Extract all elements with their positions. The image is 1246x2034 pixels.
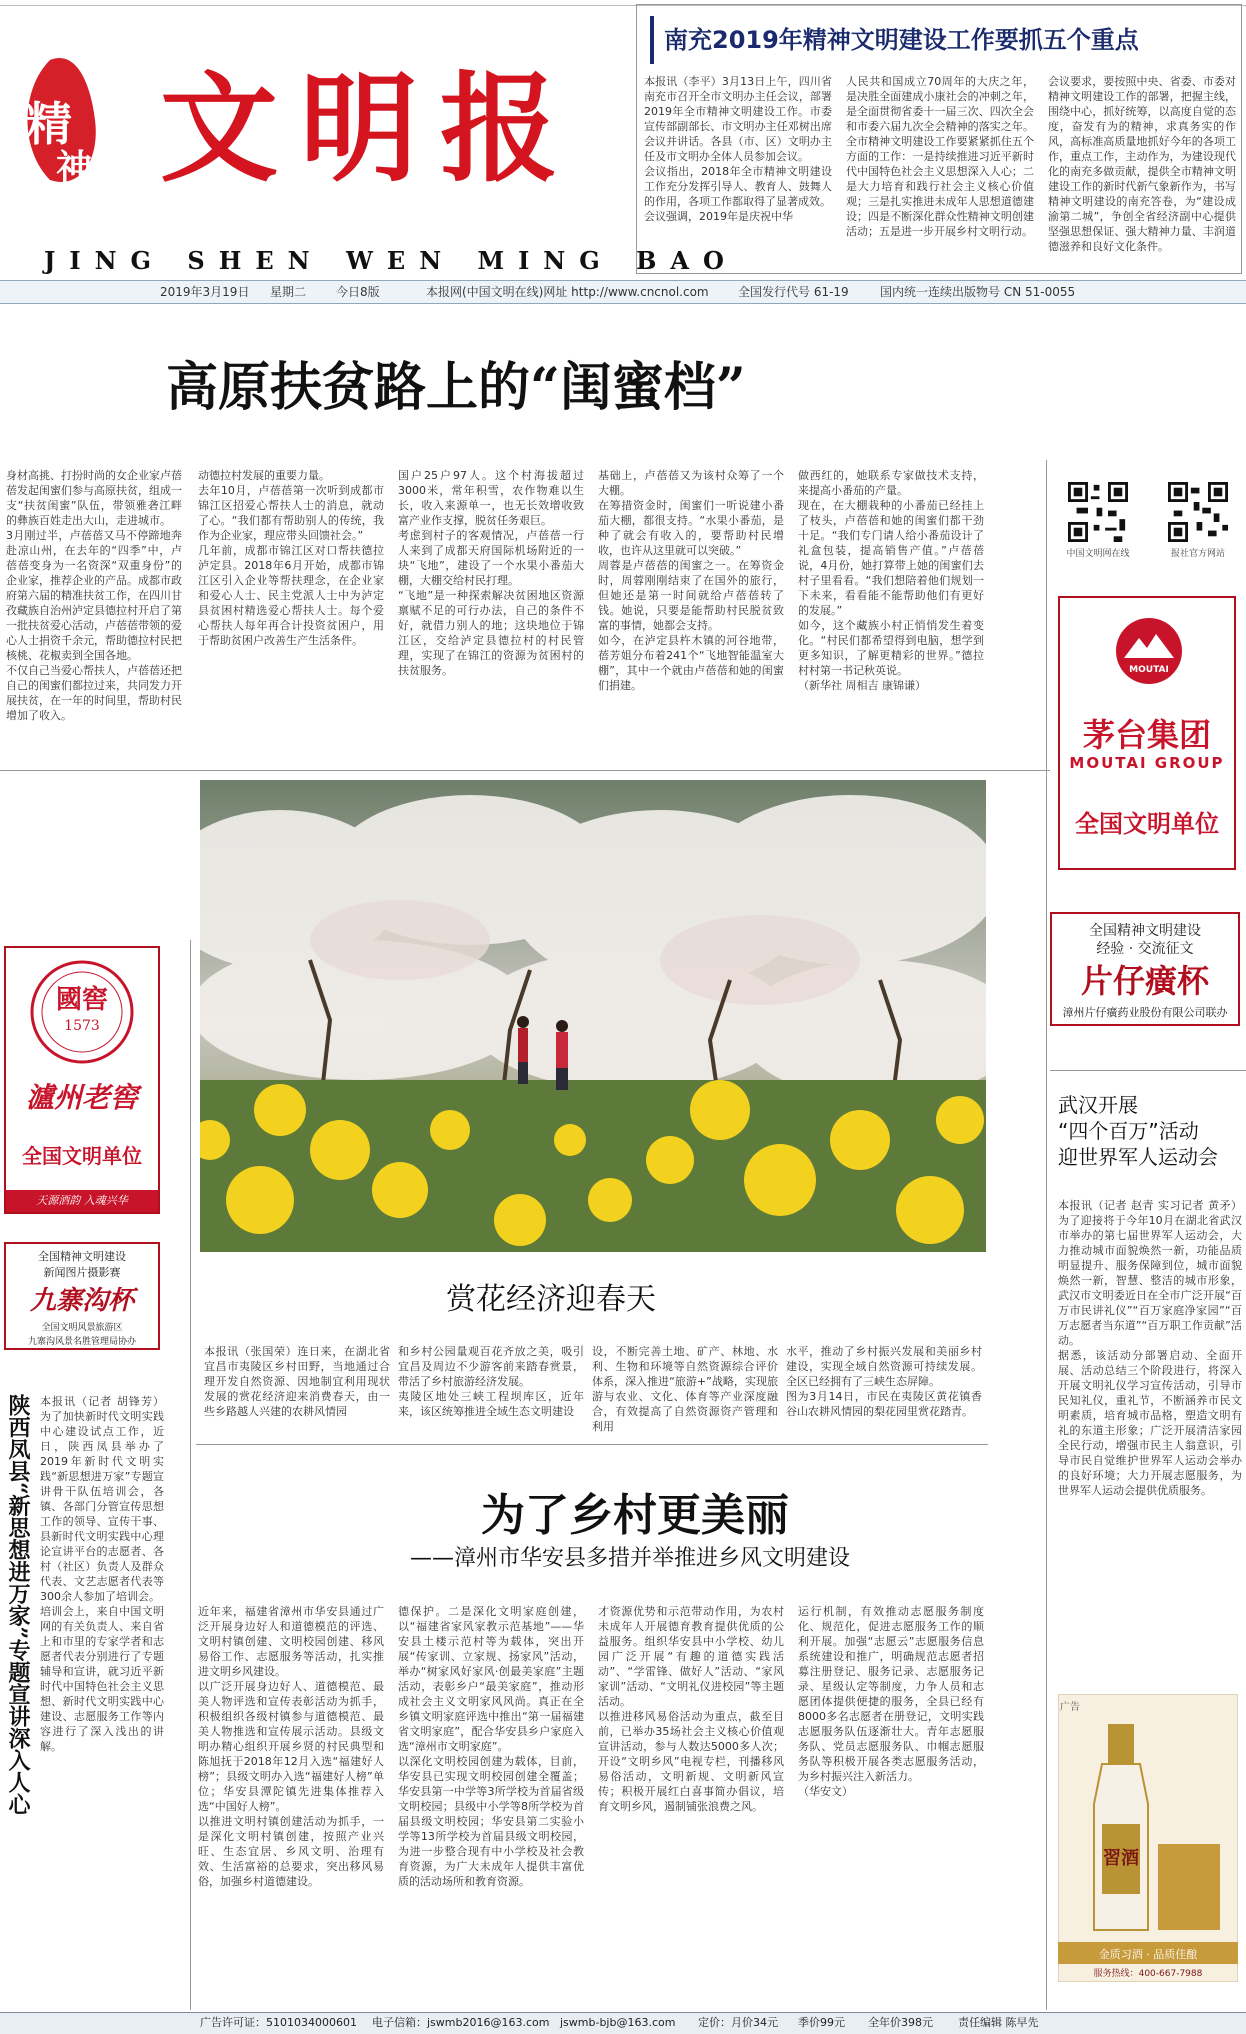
moutai-brand-cn: 茅台集团 (1082, 716, 1211, 754)
jiuzhaigou-ad[interactable] (4, 1242, 160, 1350)
top-news-col1: 本报讯（李平）3月13日上午，四川省南充市召开全市文明办主任会议，部署2019年全市精神文明建设工作。市委宣传部副部长、市文明办主任邓树出席会议并讲话。各县（市、区）文明办主任及市文明办全体人员参加会议。 会议指出，2018年全市精神文明建设工作充分发挥引导人、教育人、鼓舞人的作用，各项工作都取得了显著成效。 会议强调，2019年是庆祝中华 (644, 75, 832, 223)
guojiao-seal-icon (26, 956, 138, 1068)
main-story-col3: 国户25户97人。这个村海拔超过3000米，常年积雪，农作物难以生长，收入来源单一，也无长效增收致富产业作支撑，脱贫任务艰巨。 考虑到村子的客观情况，卢蓓蓓一行人来到了成都天府国际机场附近的一块“飞地”，建设了一个水果小番茄大棚，大棚交给村民打理。 “飞地”是一种探索解决贫困地区资源禀赋不足的可行办法，自己的条件不好，就借力别人的地；这块地位于锦江区，交给泸定县德拉村的村民管理，实现了在锦江的资源为贫困村的扶贫服务。 (398, 469, 584, 677)
wuhan-headline: 武汉开展 “四个百万”活动 迎世界军人运动会 (1058, 1093, 1218, 1169)
divider-right-ads (1050, 1070, 1246, 1071)
top-news-col3: 会议要求，要按照中央、省委、市委对精神文明建设工作的部署，把握主线，围绕中心，抓好统筹，以高度自觉的态度，奋发有为的精神，求真务实的作风，高标准高质量地抓好今年的各项工作，重点工作，主动作为，为建设现代化的南充多做贡献，提供全市精神文明建设工作的新时代新气象新作为，书写精神文明建设的南充答卷，为“建设成渝第二城”，争创全省经济副中心提供坚强思想保证、强大精神力量、丰润道德滋养和良好文化条件。 (1048, 75, 1236, 253)
jz-org2: 九寨沟风景名胜管理局协办 (27, 1337, 136, 1347)
divider-right-column (1046, 460, 1047, 2010)
footer-price: 定价：月价34元 (698, 2016, 778, 2029)
pzh-line2: 经验 · 交流征文 (1096, 941, 1194, 957)
wuhan-body: 本报讯（记者 赵青 实习记者 黄矛）为了迎接将于今年10月在湖北省武汉市举办的第七届世界军人运动会，大力推动城市面貌焕然一新，功能品质明显提升、服务保障到位，城市面貌焕然一新，智慧、整洁的城市形象，武汉市文明委近日在全市广泛开展“百万市民讲礼仪”“百万家庭净家园”“百万志愿者当东道”“百万职工作贡献”活动。 据悉，该活动分部署启动、全面开展、活动总结三个阶段进行，将深入开展文明礼仪学习宣传活动，引导市民知礼仪，重礼节，不断涵养市民文明素质，培育城市品格，塑造文明有礼的东道主形象；广泛开展清洁家园全民行动，增强市民主人翁意识，引导市民自觉维护世界军人运动会举办的良好环境；大力开展志愿服务，为世界军人运动会提供优质服务。 (1058, 1199, 1242, 1497)
qr-right-caption: 报社官方网站 (1170, 549, 1225, 559)
main-story-col5: 做西红的，她联系专家做技术支持，来提高小番茄的产量。 现在，在大棚栽种的小番茄已经挂上了枝头，卢蓓蓓和她的闺蜜们都干劲十足。“我们专门请人给小番茄设计了礼盒包装，提高销售产值。”卢蓓蓓说，4月份，她打算带上她的闺蜜们去村子里看看。“我们想陪着他们规划一下未来，看看能不能帮助他们有更好的发展。” 如今，这个藏族小村正悄悄发生着变化。“村民们都希望得到电脑，想学到更多知识，了解更精彩的世界。”德拉村村第一书记秋英说。 （新华社 周相吉 康锦谦） (798, 469, 984, 692)
divider-left-column (190, 940, 191, 2010)
luzhou-slogan: 天源酒韵 入魂兴华 (6, 1190, 158, 1212)
website-link[interactable]: 本报网(中国文明在线)网址 http://www.cncnol.com (426, 285, 709, 299)
moutai-ad[interactable] (1058, 596, 1236, 870)
footer-ad-license: 广告许可证：5101034000601 (200, 2016, 357, 2029)
jz-name: 九寨沟杯 (29, 1286, 134, 1316)
xijiu-slogan: 金质习酒 · 品质佳酿 (1098, 1948, 1198, 1961)
shaanxi-body: 本报讯（记者 胡锋芳）为了加快新时代文明实践中心建设试点工作，近日，陕西凤县举办了2019年新时代文明实践“新思想进万家”专题宣讲骨干队伍培训会，各镇、各部门分管宣传思想工作的领导、宣传干事、县新时代文明实践中心理论宣讲平台的志愿者、各村（社区）负责人及群众代表、文艺志愿者代表等300余人参加了培训会。 培训会上，来自中国文明网的有关负责人、来自省上和市里的专家学者和志愿者代表分别进行了专题辅导和宣讲，就习近平新时代中国特色社会主义思想、新时代文明实践中心建设、志愿服务工作等内容进行了深入浅出的讲解。 (40, 1395, 164, 1753)
pianzaihuang-ad[interactable] (1050, 912, 1240, 1026)
masthead-title: 文明报 (160, 59, 581, 198)
today-pages: 今日8版 (336, 285, 380, 299)
bottom-subheadline: ——漳州市华安县多措并举推进乡风文明建设 (409, 1546, 850, 1571)
photo-caption-title: 赏花经济迎春天 (446, 1282, 656, 1317)
luzhou-laojiao-ad[interactable] (4, 946, 160, 1214)
seal-year: 1573 (64, 1018, 100, 1034)
moutai-logo-icon (1114, 616, 1184, 686)
moutai-logo-text: MOUTAI (1129, 665, 1169, 675)
footer-email1[interactable]: 电子信箱：jswmb2016@163.com (372, 2016, 550, 2029)
xijiu-phone: 服务热线：400-667-7988 (1093, 1969, 1203, 1979)
footer-year: 全年价398元 (868, 2016, 933, 2029)
bottom-story-col1: 近年来，福建省漳州市华安县通过广泛开展身边好人和道德模范的评选、文明村镇创建、文明校园创建、移风易俗工作、志愿服务等活动，扎实推进文明乡风建设。 以广泛开展身边好人、道德模范、最美人物评选和宣传表彰活动为抓手，积极组织各级村镇参与道德模范、最美人物推选和宣传展示活动。县级文明办精心组织开展乡贤的村民典型和陈旭抚于2018年12月入选“福建好人榜”；县级文明办入选“福建好人榜”单位；华安县潭陀镇先进集体推荐入选“中国好人榜”。 以推进文明村镇创建活动为抓手，一是深化文明村镇创建，按照产业兴旺、生态宜居、乡风文明、治理有效、生活富裕的总要求，突出移风易俗，加强乡村道德建设。 (198, 1605, 384, 1888)
divider-main-story (0, 770, 1050, 771)
xijiu-ad-image[interactable] (1058, 1694, 1238, 1982)
main-story-col2: 动德拉村发展的重要力量。 去年10月，卢蓓蓓第一次听到成都市锦江区招爱心帮扶人士的消息，就动了心。“我们都有帮助别人的传统，我作为企业家，理应带头回馈社会。” 几年前，成都市锦江区对口帮扶德拉泸定县。2018年6月开始，成都市锦江区引入企业等帮扶理念，在企业家和爱心人士、民主党派人士中为泸定县贫困村精选爱心帮扶人士。每个爱心帮扶人每年再合计投资贫困户，用于帮助贫困户改善生产生活条件。 (198, 469, 384, 647)
top-news-title: 南充2019年精神文明建设工作要抓五个重点 (650, 16, 1240, 64)
bottom-headline: 为了乡村更美丽 (481, 1490, 789, 1541)
svg-text:神: 神 (56, 147, 93, 189)
qr-left-caption: 中国文明网在线 (1066, 549, 1130, 559)
issue-date: 2019年3月19日 (160, 285, 250, 299)
xijiu-brand: 習酒 (1103, 1848, 1139, 1869)
luzhou-brand: 瀘州老窖 (25, 1081, 138, 1114)
photo-text-col3: 设，不断完善土地、矿产、林地、水利、生物和环境等自然资源综合评价体系，深入推进“旅游+”战略，实现旅游与农业、文化、体育等产业深度融合，有效提高了自然资源资产管理和利用 (592, 1345, 778, 1433)
issue-weekday: 星期二 (270, 285, 307, 299)
footer-email2[interactable]: jswmb-bjb@163.com (560, 2016, 676, 2029)
pzh-name: 片仔癀杯 (1080, 962, 1209, 1000)
photo-text-col2: 和乡村公园量观百花齐放之美，吸引宜昌及周边不少游客前来踏春赏景，带活了乡村旅游经济发展。 夷陵区地处三峡工程坝库区，近年来，该区统筹推进全域生态文明建设 (398, 1345, 584, 1418)
top-news-col2: 人民共和国成立70周年的大庆之年，是决胜全面建成小康社会的冲刺之年，是全面贯彻省委十一届三次、四次全会和市委六届九次全会精神的落实之年。全市精神文明建设工作要紧紧抓住五个方面的工作：一是持续推进习近平新时代中国特色社会主义思想深入人心；二是大力培育和践行社会主义核心价值观；三是扎实推进未成年人思想道德建设；四是不断深化群众性精神文明创建活动；五是进一步开展乡村文明行动。 (846, 75, 1034, 238)
main-story-col4: 基础上，卢蓓蓓又为该村众筹了一个大棚。 在筹措资金时，闺蜜们一听说建小番茄大棚，都很支持。“水果小番茄，是种了就会有收入的，要帮助村民增收，也许从这里就可以突破。” 周蓉是卢蓓蓓的闺蜜之一。在筹资金时，周蓉刚刚结束了在国外的旅行，但她还是第一时间就给卢蓓蓓转了钱。她说，只要是能帮助村民脱贫致富的事情，她都会支持。 如今，在泸定县杵木镇的河谷地带，蓓芳姐分布着241个“飞地智能温室大棚”，其中一个就由卢蓓蓓和她的闺蜜们捐建。 (598, 469, 784, 692)
footer-editor: 责任编辑 陈早先 (958, 2016, 1039, 2029)
luzhou-honor: 全国文明单位 (22, 1144, 142, 1168)
plum-blossom-photo (200, 780, 986, 1252)
moutai-brand-en: MOUTAI GROUP (1069, 754, 1225, 772)
qr-code-left-icon (1068, 482, 1128, 542)
qr-code-right-icon (1168, 482, 1228, 542)
jz-line2: 新闻图片摄影赛 (43, 1266, 121, 1279)
pzh-line1: 全国精神文明建设 (1089, 923, 1201, 939)
divider-photo-section (196, 1444, 988, 1445)
masthead-pinyin: JING SHEN WEN MING BAO (44, 246, 738, 275)
photo-text-col4: 水平，推动了乡村振兴发展和美丽乡村建设，实现全域自然资源可持续发展。全区已经拥有了三峡生态屏障。 图为3月14日，市民在夷陵区黄花镇香谷山农耕风情园的梨花园里赏花踏青。 (786, 1345, 982, 1418)
ad-tag: 广告 (1060, 1702, 1080, 1713)
masthead-logo (10, 40, 620, 200)
pzh-org: 漳州片仔癀药业股份有限公司联办 (1062, 1006, 1228, 1019)
bottom-story-col2: 德保护。二是深化文明家庭创建，以“福建省家风家教示范基地”——华安县土楼示范村等为载体，突出开展“传家训、立家规、扬家风”活动，举办“树家风好家风·创最美家庭”主题活动，表彰乡户“最美家庭”，推动形成社会主义文明家风风尚。真正在全乡镇文明家庭评选中推出“第一届福建省文明家庭”，配合华安县乡户家庭入选“漳州市文明家庭”。 以深化文明校园创建为载体，目前，华安县已实现文明校园创建全覆盖；华安县第一中学等3所学校为首届省级文明校园；县级中小学等8所学校为首届县级文明校园；华安县第二实验小学等13所学校为首届县级文明校园，为进一步整合现有中小学校及社会教育资源，为广大未成年人提供丰富优质的活动场所和教育资源。 (398, 1605, 584, 1888)
main-story-col1: 身材高挑、打扮时尚的女企业家卢蓓蓓发起闺蜜们参与高原扶贫，组成一支“扶贫闺蜜”队伍，带领雅砻江畔的彝族百姓走出大山，走进城市。 3月刚过半，卢蓓蓓又马不停蹄地奔赴凉山州，在去年的“四季”中，卢蓓蓓变身为一名资深“双重身份”的企业家，推荐企业的产品。成都市政府第六届的精准扶贫工作，在四川甘孜藏族自治州泸定县德拉村开启了第一批扶贫爱心活动，卢蓓蓓带领的爱心人士捐资千余元，帮助德拉村民把核桃、花椒卖到全国各地。 不仅自己当爱心帮扶人，卢蓓蓓还把自己的闺蜜们都拉过来，共同发力开展扶贫，在一年的时间里，帮助村民增加了收入。 (6, 469, 182, 722)
bottom-story-col3: 才资源优势和示范带动作用，为农村未成年人开展德育教育提供优质的公益服务。组织华安县中小学校、幼儿园广泛开展“有趣的道德实践活动”、“学雷锋、做好人”活动、“家风家训”活动、“文明礼仪进校园”等主题活动。 以推进移风易俗活动为重点，截至目前，已举办35场社会主义核心价值观宣讲活动，参与人数达5000多人次；开设“文明乡风”电视专栏，刊播移风易俗活动，文明新规、文明新风宣传；积极开展红白喜事简办倡议，培育文明乡风，遏制铺张浪费之风。 (598, 1605, 784, 1813)
bottom-story-col4: 运行机制，有效推动志愿服务制度化、规范化，促进志愿服务工作的顺利开展。加强“志愿云”志愿服务信息系统建设和推广，明确规范志愿者招募注册登记、服务记录、志愿服务记录、星级认定等制度，力争人员和志愿团体提供便捷的服务，全县已经有8000多名志愿者在册登记，文明实践志愿服务队伍逐渐壮大。青年志愿服务队、党员志愿服务队、巾帼志愿服务队等积极开展各类志愿服务活动，为乡村振兴注入新活力。 （华安文） (798, 1605, 984, 1798)
jz-org1: 全国文明风景旅游区 (41, 1323, 123, 1333)
photo-text-col1: 本报讯（张国荣）连日来，在湖北省宜昌市夷陵区乡村田野，当地通过合理开发自然资源、因地制宜利用现状发展的赏花经济迎来消费春天，由一些乡路越人兴建的农耕风情园 (204, 1345, 390, 1418)
main-headline: 高原扶贫路上的“闺蜜档” (166, 357, 746, 418)
jz-line1: 全国精神文明建设 (38, 1250, 126, 1263)
shaanxi-vertical-headline: 陕西凤县“新思想进万家”专题宣讲深入人心 (5, 1394, 31, 1816)
seal-text: 國窖 (55, 985, 109, 1015)
footer-quarter: 季价99元 (798, 2016, 845, 2029)
moutai-honor: 全国文明单位 (1075, 809, 1219, 838)
svg-text:精: 精 (26, 97, 72, 151)
cn-number: 国内统一连续出版物号 CN 51-0055 (880, 285, 1076, 299)
issue-info-bar (0, 280, 1246, 304)
footer-bar (0, 2012, 1246, 2034)
issue-code: 全国发行代号 61-19 (738, 285, 849, 299)
